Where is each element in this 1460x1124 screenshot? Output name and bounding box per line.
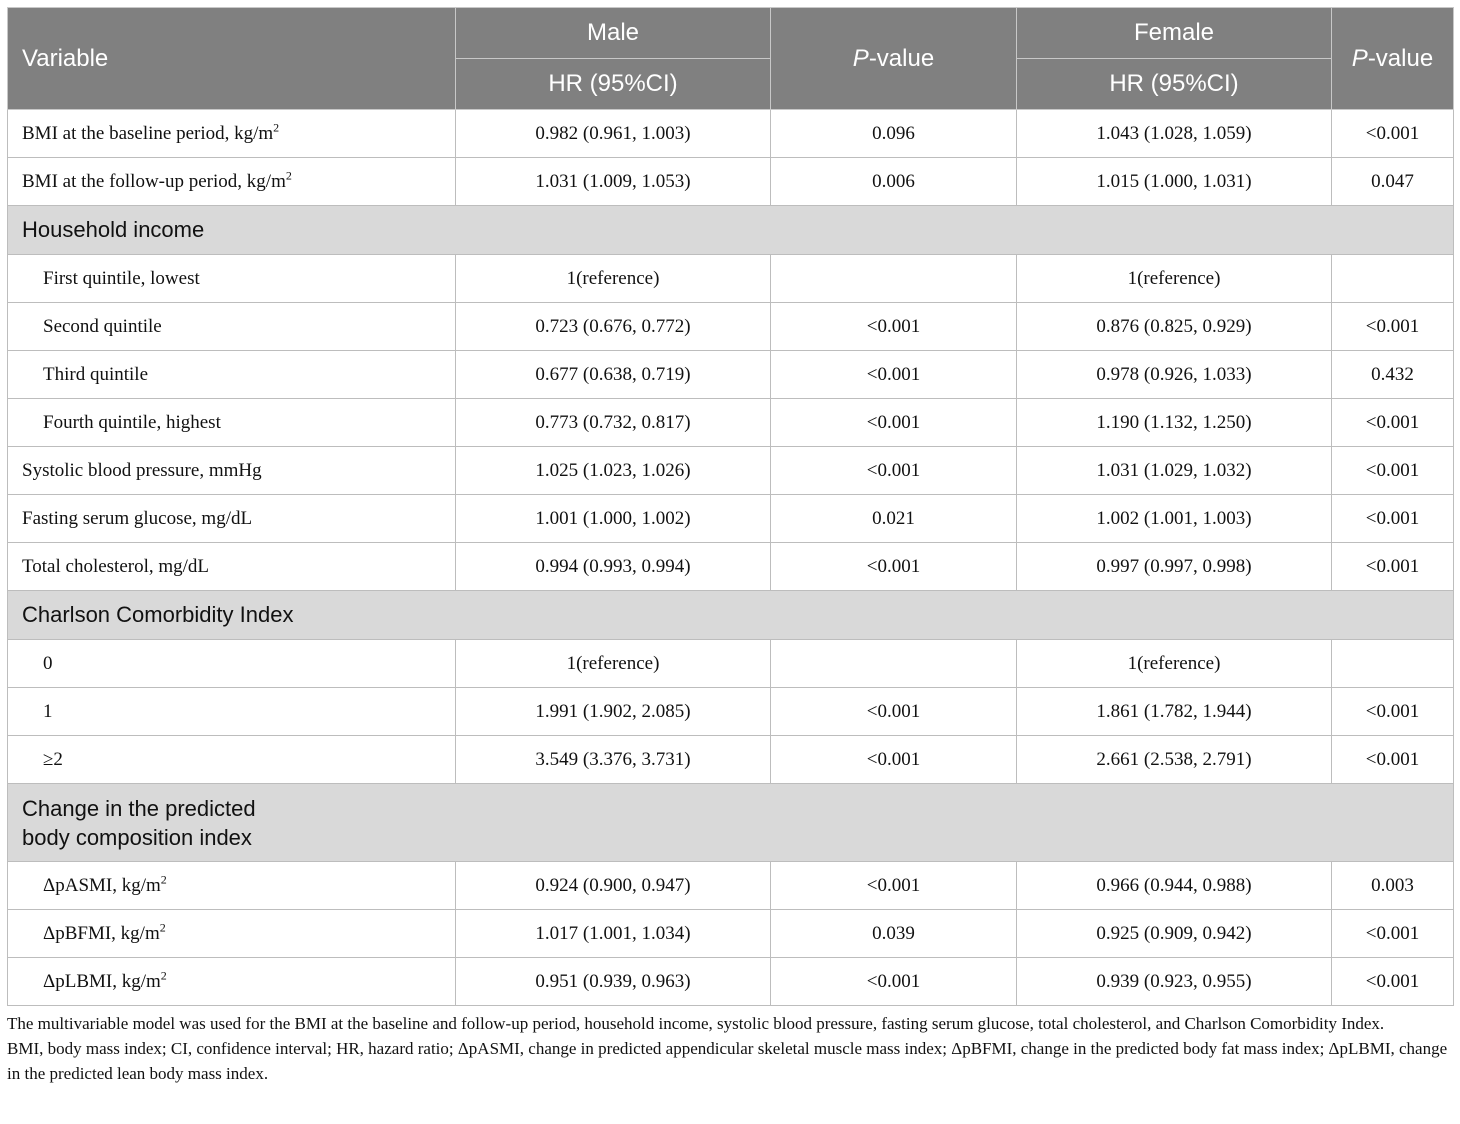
female-header: Female: [1017, 8, 1332, 59]
male-p-header: P-value: [771, 8, 1017, 110]
male-hr-cell: 1.017 (1.001, 1.034): [456, 910, 771, 958]
table-row: [8, 447, 1454, 495]
row-label: ΔpASMI, $kg/m^2$: [8, 862, 456, 910]
female-hr-cell: 1.043 (1.028, 1.059): [1017, 110, 1332, 158]
variable-header: Variable: [8, 8, 456, 110]
male-hr-cell: 1.031 (1.009, 1.053): [456, 158, 771, 206]
female-p-cell: 0.432: [1332, 351, 1454, 399]
female-p-cell: [1332, 640, 1454, 688]
section-row-charlson: [8, 591, 1454, 640]
table-row: [8, 688, 1454, 736]
row-label: Fourth quintile, highest: [8, 399, 456, 447]
male-p-cell: <0.001: [771, 862, 1017, 910]
row-label: 1: [8, 688, 456, 736]
female-hr-cell: 0.978 (0.926, 1.033): [1017, 351, 1332, 399]
male-hr-cell: 0.773 (0.732, 0.817): [456, 399, 771, 447]
row-label: BMI at the follow-up period, $kg/m^2$: [8, 158, 456, 206]
row-label: Third quintile: [8, 351, 456, 399]
male-hr-cell: 0.982 (0.961, 1.003): [456, 110, 771, 158]
male-hr-cell: 3.549 (3.376, 3.731): [456, 736, 771, 784]
male-p-cell: 0.006: [771, 158, 1017, 206]
male-p-cell: 0.021: [771, 495, 1017, 543]
female-hr-cell: 0.939 (0.923, 0.955): [1017, 958, 1332, 1006]
female-p-cell: <0.001: [1332, 110, 1454, 158]
male-p-cell: <0.001: [771, 351, 1017, 399]
hazard-ratio-table: [7, 7, 1454, 1006]
row-label: ΔpBFMI, $kg/m^2$: [8, 910, 456, 958]
table-row: [8, 910, 1454, 958]
male-hr-cell: 1.001 (1.000, 1.002): [456, 495, 771, 543]
header-row-1: [8, 8, 1454, 59]
table-footnotes: [7, 1011, 1453, 1086]
female-hr-cell: 1.861 (1.782, 1.944): [1017, 688, 1332, 736]
female-p-cell: <0.001: [1332, 495, 1454, 543]
female-hr-cell: 1.031 (1.029, 1.032): [1017, 447, 1332, 495]
row-label: Fasting serum glucose, mg/dL: [8, 495, 456, 543]
male-p-cell: 0.039: [771, 910, 1017, 958]
section-title: Charlson Comorbidity Index: [8, 591, 1454, 640]
section-row-body-composition: [8, 784, 1454, 862]
section-row-household-income: [8, 206, 1454, 255]
table-row: [8, 399, 1454, 447]
row-label: 0: [8, 640, 456, 688]
female-hr-cell: 1(reference): [1017, 640, 1332, 688]
row-label: Systolic blood pressure, mmHg: [8, 447, 456, 495]
female-hr-cell: 0.876 (0.825, 0.929): [1017, 303, 1332, 351]
row-label: BMI at the baseline period, $kg/m^2$: [8, 110, 456, 158]
male-hr-cell: 1.991 (1.902, 2.085): [456, 688, 771, 736]
male-p-cell: <0.001: [771, 736, 1017, 784]
table-row: [8, 495, 1454, 543]
female-p-cell: <0.001: [1332, 303, 1454, 351]
male-p-cell: <0.001: [771, 543, 1017, 591]
female-hr-cell: 1.015 (1.000, 1.031): [1017, 158, 1332, 206]
male-p-cell: <0.001: [771, 688, 1017, 736]
female-p-cell: <0.001: [1332, 958, 1454, 1006]
male-header: Male: [456, 8, 771, 59]
section-title: Household income: [8, 206, 1454, 255]
female-hr-cell: 2.661 (2.538, 2.791): [1017, 736, 1332, 784]
table-row: [8, 862, 1454, 910]
female-hr-cell: 0.966 (0.944, 0.988): [1017, 862, 1332, 910]
female-p-cell: <0.001: [1332, 543, 1454, 591]
footnote-abbreviations: BMI, body mass index; CI, confidence interval; HR, hazard ratio; ΔpASMI, change in predicted appendicular skeletal muscle mass index; ΔpBFMI, change in the predicted body fat mass index; ΔpLBMI, change in the predicted lean body mass index.: [7, 1039, 1448, 1083]
row-label: Total cholesterol, mg/dL: [8, 543, 456, 591]
male-p-cell: [771, 255, 1017, 303]
female-p-cell: <0.001: [1332, 736, 1454, 784]
female-p-cell: <0.001: [1332, 910, 1454, 958]
female-p-cell: 0.047: [1332, 158, 1454, 206]
row-label: First quintile, lowest: [8, 255, 456, 303]
female-hr-cell: 1.190 (1.132, 1.250): [1017, 399, 1332, 447]
male-p-cell: [771, 640, 1017, 688]
male-p-cell: <0.001: [771, 399, 1017, 447]
female-p-cell: <0.001: [1332, 399, 1454, 447]
row-label: Second quintile: [8, 303, 456, 351]
table-row: [8, 303, 1454, 351]
female-p-header: P-value: [1332, 8, 1454, 110]
female-p-cell: <0.001: [1332, 688, 1454, 736]
table-row: [8, 958, 1454, 1006]
table-row: [8, 736, 1454, 784]
table-container: [7, 7, 1453, 1086]
female-hr-cell: 1(reference): [1017, 255, 1332, 303]
male-p-cell: <0.001: [771, 447, 1017, 495]
male-hr-cell: 0.924 (0.900, 0.947): [456, 862, 771, 910]
table-row: [8, 110, 1454, 158]
male-hr-cell: 1(reference): [456, 640, 771, 688]
male-hr-header: HR (95%CI): [456, 59, 771, 110]
male-hr-cell: 0.723 (0.676, 0.772): [456, 303, 771, 351]
male-p-cell: <0.001: [771, 958, 1017, 1006]
male-p-cell: <0.001: [771, 303, 1017, 351]
table-row: [8, 351, 1454, 399]
female-hr-cell: 0.997 (0.997, 0.998): [1017, 543, 1332, 591]
female-hr-cell: 1.002 (1.001, 1.003): [1017, 495, 1332, 543]
table-row: [8, 158, 1454, 206]
table-row: [8, 640, 1454, 688]
female-p-cell: <0.001: [1332, 447, 1454, 495]
row-label: ≥2: [8, 736, 456, 784]
footnote-model: The multivariable model was used for the BMI at the baseline and follow-up period, household income, systolic blood pressure, fasting serum glucose, total cholesterol, and Charlson Comorbidity Index.: [7, 1014, 1385, 1033]
female-p-cell: [1332, 255, 1454, 303]
row-label: ΔpLBMI, $kg/m^2$: [8, 958, 456, 1006]
section-title: Change in the predicted body composition index: [8, 784, 1454, 862]
male-hr-cell: 1(reference): [456, 255, 771, 303]
female-hr-cell: 0.925 (0.909, 0.942): [1017, 910, 1332, 958]
table-row: [8, 543, 1454, 591]
male-hr-cell: 1.025 (1.023, 1.026): [456, 447, 771, 495]
table-row: [8, 255, 1454, 303]
male-hr-cell: 0.677 (0.638, 0.719): [456, 351, 771, 399]
male-hr-cell: 0.994 (0.993, 0.994): [456, 543, 771, 591]
female-hr-header: HR (95%CI): [1017, 59, 1332, 110]
female-p-cell: 0.003: [1332, 862, 1454, 910]
male-p-cell: 0.096: [771, 110, 1017, 158]
male-hr-cell: 0.951 (0.939, 0.963): [456, 958, 771, 1006]
